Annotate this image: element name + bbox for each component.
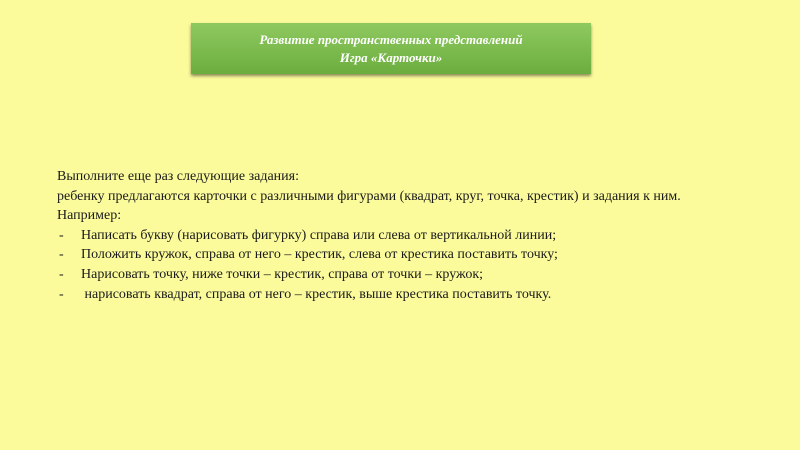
task-text: Положить кружок, справа от него – крестик, слева от крестика поставить точку;: [81, 247, 558, 263]
bullet-dash: -: [59, 286, 64, 302]
task-text: нарисовать квадрат, справа от него – крестик, выше крестика поставить точку.: [81, 286, 552, 302]
task-text: Нарисовать точку, ниже точки – крестик, справа от точки – кружок;: [81, 266, 484, 282]
title-banner: [191, 23, 591, 74]
example-label: Например:: [57, 208, 122, 224]
bullet-dash: -: [59, 266, 64, 282]
bullet-dash: -: [59, 247, 64, 263]
list-item: [57, 285, 757, 305]
bullet-dash: -: [59, 227, 64, 243]
list-item: [57, 265, 757, 285]
list-item: [57, 245, 757, 265]
task-list: [57, 226, 757, 304]
content-text: [57, 167, 757, 304]
title-line-2: Игра «Карточки»: [339, 49, 443, 65]
description-text: ребенку предлагаются карточки с различными фигурами (квадрат, круг, точка, крестик) и задания к ним.: [57, 188, 681, 204]
list-item: [57, 226, 757, 246]
task-text: Написать букву (нарисовать фигурку) справа или слева от вертикальной линии;: [81, 227, 557, 243]
title-line-1: Развитие пространственных представлений: [259, 31, 523, 47]
intro-text: Выполните еще раз следующие задания:: [57, 169, 299, 184]
